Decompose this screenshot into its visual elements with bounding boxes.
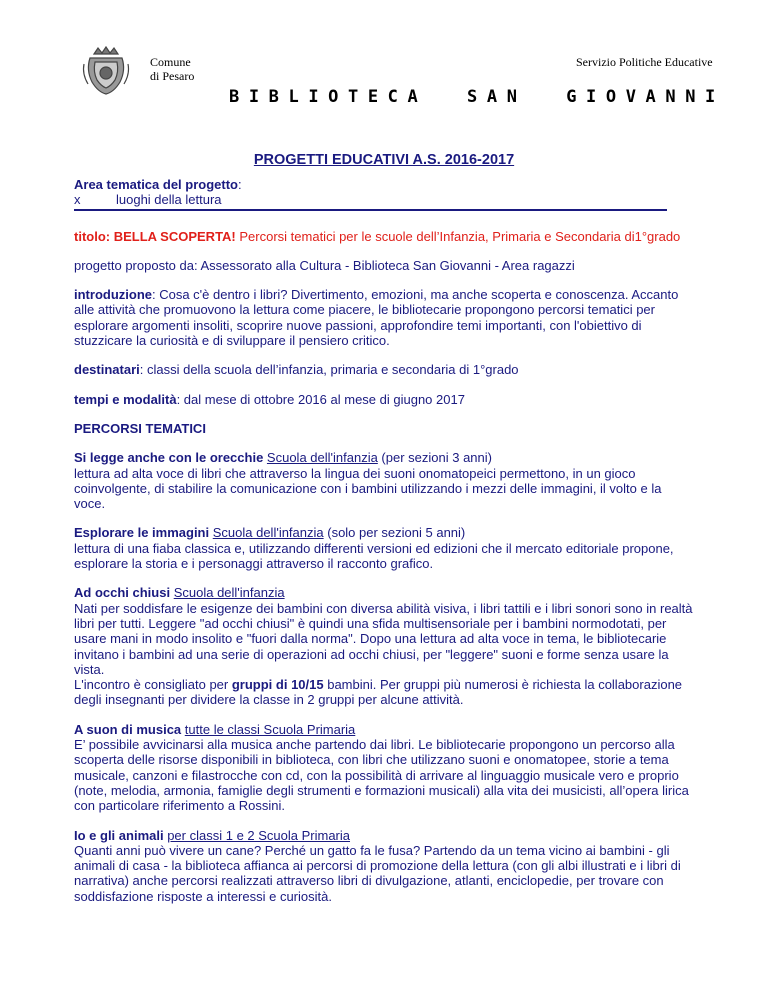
percorso-title: Ad occhi chiusi bbox=[74, 585, 171, 601]
percorso-body: lettura di una fiaba classica e, utilizzando differenti versioni ed edizioni che il mercato editoriale propone, esplorare la storia e i personaggi attraverso il racconto grafico. bbox=[74, 540, 674, 572]
percorso-item bbox=[74, 722, 694, 814]
percorso-note: (per sezioni 3 anni) bbox=[377, 450, 492, 466]
percorso-level-link[interactable]: per classi 1 e 2 Scuola Primaria bbox=[167, 827, 351, 843]
tempi-text: : dal mese di ottobre 2016 al mese di giugno 2017 bbox=[176, 391, 465, 407]
percorso-item bbox=[74, 585, 694, 707]
percorsi-heading bbox=[74, 421, 694, 436]
document-body bbox=[74, 177, 694, 918]
tempi-label: tempi e modalità bbox=[74, 391, 177, 407]
introduzione-paragraph bbox=[74, 287, 694, 348]
coat-of-arms-icon bbox=[80, 44, 132, 96]
percorso-item bbox=[74, 525, 694, 571]
area-tematica-item bbox=[74, 192, 694, 207]
percorso-title: Si legge anche con le orecchie bbox=[74, 450, 264, 466]
area-item-text: luoghi della lettura bbox=[116, 192, 222, 208]
section-divider bbox=[74, 209, 667, 211]
percorso-title: Esplorare le immagini bbox=[74, 525, 210, 541]
destinatari-text: : classi della scuola dell’infanzia, primaria e secondaria di 1°grado bbox=[139, 362, 519, 378]
destinatari-label: destinatari bbox=[74, 362, 140, 378]
comune-label bbox=[150, 55, 194, 83]
titolo-text: Percorsi tematici per le scuole dell’Infanzia, Primaria e Secondaria di1°grado bbox=[235, 228, 681, 244]
area-item-mark: x bbox=[74, 192, 81, 208]
biblioteca-heading: BIBLIOTECA SAN GIOVANNI bbox=[229, 87, 725, 107]
percorso-level-link[interactable]: Scuola dell'infanzia bbox=[212, 525, 324, 541]
percorso-title: A suon di musica bbox=[74, 721, 182, 737]
percorso-extra-post: bambini. Per gruppi più numerosi è richiesta la collaborazione degli insegnanti per dividere la classe in 2 gruppi per alcune attività. bbox=[74, 677, 683, 708]
percorso-item bbox=[74, 828, 694, 904]
percorso-extra-pre: L'incontro è consigliato per bbox=[74, 677, 232, 693]
percorso-body: E’ possibile avvicinarsi alla musica anche partendo dai libri. Le bibliotecarie propongono un percorso alla scoperta delle risorse disponibili in biblioteca, con libri che utilizzano suoni e onomatopee, storie a tema musicale, canzoni e filastrocche con cd, con la possibilità di arrivare al linguaggio musicale vero e proprio (note, melodia, armonia, famiglie degli strumenti e formazioni musicali) alla vita dei musicisti, all’opera lirica con particolare riferimento a Rossini. bbox=[74, 737, 689, 814]
percorso-body: Quanti anni può vivere un cane? Perché un gatto fa le fusa? Partendo da un tema vicino ai bambini - gli animali di casa - la biblioteca affianca ai percorsi di promozione della lettura (con gli albi illustrati e i libri di narrativa) anche percorsi realizzati attraverso libri di divulgazione, atlanti, enciclopedie, per trovare con soddisfazione risposte a interessi e curiosità. bbox=[74, 842, 681, 904]
percorso-note: (solo per sezioni 5 anni) bbox=[323, 525, 466, 541]
area-colon: : bbox=[238, 177, 242, 192]
percorsi-heading-text: PERCORSI TEMATICI bbox=[74, 420, 206, 436]
titolo-line bbox=[74, 229, 694, 244]
introduzione-label: introduzione bbox=[74, 287, 152, 303]
page-title: PROGETTI EDUCATIVI A.S. 2016-2017 bbox=[253, 152, 515, 168]
percorso-body: lettura ad alta voce di libri che attraverso la lingua dei suoni onomatopeici permettono, in un gioco coinvolgente, di stabilire la comunicazione con i bambini utilizzando i mezzi delle immagini, il volto e la voce. bbox=[74, 465, 662, 512]
tempi-line bbox=[74, 392, 694, 407]
destinatari-line bbox=[74, 362, 694, 377]
percorso-extra-bold: gruppi di 10/15 bbox=[231, 677, 324, 693]
area-tematica-label bbox=[74, 177, 694, 192]
comune-line1: Comune bbox=[150, 55, 191, 69]
percorso-level-link[interactable]: Scuola dell'infanzia bbox=[173, 585, 285, 601]
percorso-title: Io e gli animali bbox=[74, 827, 164, 843]
servizio-label: Servizio Politiche Educative bbox=[576, 55, 713, 69]
percorso-body: Nati per soddisfare le esigenze dei bambini con diversa abilità visiva, i libri tattili e i libri sonori sono in realtà libri per tutti. Leggere "ad occhi chiusi" è quindi una sfida multisensoriale per i bambini normodotati, per usare mani in modo insolito e "fuori dalla norma". Dopo una lettura ad alta voce in tema, le bibliotecarie invitano i bambini ad una serie di operazioni ad occhi chiusi, per "leggere" suoni e forme senza usare la vista. bbox=[74, 600, 693, 677]
proposto-line: progetto proposto da: Assessorato alla Cultura - Biblioteca San Giovanni - Area ragazzi bbox=[74, 257, 575, 273]
titolo-label: titolo: BELLA SCOPERTA! bbox=[74, 228, 236, 244]
introduzione-text: : Cosa c'è dentro i libri? Divertimento, emozioni, ma anche scoperta e conoscenza. Accanto alle attività che promuovono la lettura come piacere, le bibliotecarie propongono percorsi tematici per esplorare argomenti insoliti, scoprire nuove passioni, approfondire temi importanti, con l'obiettivo di stuzzicare la curiosità e di sviluppare il pensiero critico. bbox=[74, 287, 679, 349]
area-label-text: Area tematica del progetto bbox=[74, 177, 238, 192]
percorso-level-link[interactable]: tutte le classi Scuola Primaria bbox=[184, 721, 356, 737]
percorso-item bbox=[74, 450, 694, 511]
comune-line2: di Pesaro bbox=[150, 69, 195, 83]
percorso-level-link[interactable]: Scuola dell'infanzia bbox=[266, 450, 378, 466]
